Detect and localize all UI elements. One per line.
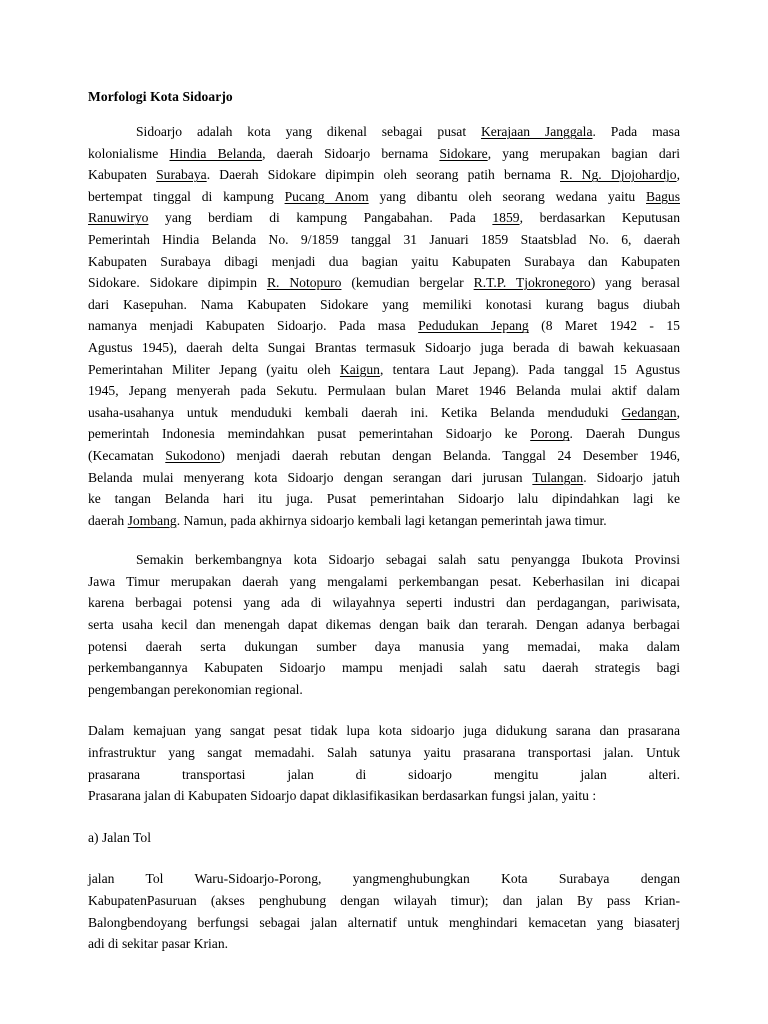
text-line: Agustus 1945), daerah delta Sungai Brantas termasuk Sidoarjo juga berada di bawah kekuasaan [88, 339, 680, 355]
text-line: Prasarana jalan di Kabupaten Sidoarjo dapat diklasifikasikan berdasarkan fungsi jalan, yaitu : [88, 788, 597, 804]
term-ranuwiryo: Ranuwiryo [88, 210, 149, 226]
text-line: usaha-usahanya untuk menduduki kembali daerah ini. Ketika Belanda menduduki Gedangan, [88, 404, 680, 420]
text-line: Kabupaten Surabaya. Daerah Sidokare dipimpin oleh seorang patih bernama R. Ng. Djojohardjo, [88, 167, 680, 183]
text-line: Pemerintah Hindia Belanda No. 9/1859 tanggal 31 Januari 1859 Staatsblad No. 6, daerah [88, 231, 680, 247]
text-line: Ranuwiryo yang berdiam di kampung Pangabahan. Pada 1859, berdasarkan Keputusan [88, 210, 680, 226]
paragraph-history [88, 121, 680, 531]
text-line: pengembangan perekonomian regional. [88, 681, 303, 697]
text-line: Belanda mulai menyerang kota Sidoarjo dengan serangan dari jurusan Tulangan. Sidoarjo jatuh [88, 469, 680, 485]
term-kaigun: Kaigun [339, 361, 380, 377]
paragraph-spacer [88, 807, 680, 827]
text-line: potensi daerah serta dukungan sumber daya manusia yang memadai, maka dalam [88, 638, 680, 654]
text-line: Sidoarjo adalah kota yang dikenal sebagai pusat Kerajaan Janggala. Pada masa [136, 124, 680, 139]
list-item-jalan-tol [88, 827, 680, 849]
text-line: 1945, Jepang menyerah pada Sekutu. Permulaan bulan Maret 1946 Belanda mulai aktif dalam [88, 383, 680, 399]
term-surabaya: Surabaya [156, 167, 207, 183]
term-tjokronegoro: R.T.P. Tjokronegoro [473, 275, 591, 291]
text-line: Balongbendoyang berfungsi sebagai jalan alternatif untuk menghindari kemacetan yang biasaterj [88, 914, 680, 930]
paragraph-spacer [88, 700, 680, 720]
term-bagus: Bagus [646, 188, 680, 204]
term-pucang-anom: Pucang Anom [284, 188, 369, 204]
term-djojohardjo: R. Ng. Djojohardjo [560, 167, 677, 183]
text-line: (Kecamatan Sukodono) menjadi daerah rebutan dengan Belanda. Tanggal 24 Desember 1946, [88, 447, 681, 463]
term-jombang: Jombang [127, 512, 177, 528]
text-line: Pemerintahan Militer Jepang (yaitu oleh Kaigun, tentara Laut Jepang). Pada tanggal 15 Agustus [88, 361, 680, 377]
text-line: ke tangan Belanda hari itu juga. Pusat pemerintahan Sidoarjo lalu dipindahkan lagi ke [88, 491, 680, 507]
text-line: prasarana transportasi jalan di sidoarjo mengitu jalan alteri. [88, 766, 680, 782]
text-line: Sidokare. Sidokare dipimpin R. Notopuro (kemudian bergelar R.T.P. Tjokronegoro) yang berasal [88, 275, 680, 291]
term-1859: 1859 [492, 210, 520, 226]
text-line: infrastruktur yang sangat memadahi. Salah satunya yaitu prasarana transportasi jalan. Untuk [88, 745, 680, 761]
paragraph-development [88, 549, 680, 700]
term-tulangan: Tulangan [532, 469, 584, 485]
text-line: Dalam kemajuan yang sangat pesat tidak lupa kota sidoarjo juga didukung sarana dan prasarana [88, 723, 680, 739]
text-line: kolonialisme Hindia Belanda, daerah Sidoarjo bernama Sidokare, yang merupakan bagian dari [88, 145, 680, 161]
term-gedangan: Gedangan [621, 404, 677, 420]
term-sidokare: Sidokare [439, 145, 488, 161]
text-line: bertempat tinggal di kampung Pucang Anom yang dibantu oleh seorang wedana yaitu Bagus [88, 188, 680, 204]
text-line: jalan Tol Waru-Sidoarjo-Porong, yangmenghubungkan Kota Surabaya dengan [88, 871, 680, 887]
paragraph-spacer [88, 531, 680, 549]
term-kerajaan-janggala: Kerajaan Janggala [480, 124, 593, 139]
paragraph-infrastructure [88, 720, 680, 806]
term-porong: Porong [530, 426, 570, 442]
text-line: daerah Jombang. Namun, pada akhirnya sidoarjo kembali lagi ketangan pemerintah jawa timur. [88, 512, 607, 528]
text-line: adi di sekitar pasar Krian. [88, 936, 229, 952]
text-line: dari Kasepuhan. Nama Kabupaten Sidokare yang memiliki konotasi kurang bagus diubah [88, 296, 680, 312]
text-line: KabupatenPasuruan (akses penghubung dengan wilayah timur); dan jalan By pass Krian- [88, 893, 680, 908]
text-line: perkembangannya Kabupaten Sidoarjo mampu menjadi salah satu daerah strategis bagi [88, 660, 680, 676]
text-line: Semakin berkembangnya kota Sidoarjo sebagai salah satu penyangga Ibukota Provinsi [136, 552, 680, 568]
text-line: pemerintah Indonesia memindahkan pusat pemerintahan Sidoarjo ke Porong. Daerah Dungus [88, 426, 681, 442]
paragraph-jalan-tol-detail [88, 868, 680, 954]
page-title: Morfologi Kota Sidoarjo [88, 89, 233, 104]
term-notopuro: R. Notopuro [266, 275, 342, 291]
term-pedudukan-jepang: Pedudukan Jepang [418, 318, 529, 334]
term-hindia-belanda: Hindia Belanda [169, 145, 263, 161]
text-line: Jawa Timur merupakan daerah yang mengalami perkembangan pesat. Keberhasilan ini dicapai [88, 573, 680, 589]
paragraph-spacer [88, 848, 680, 868]
text-line: namanya menjadi Kabupaten Sidoarjo. Pada masa Pedudukan Jepang (8 Maret 1942 - 15 [88, 318, 680, 334]
text-line: Kabupaten Surabaya dibagi menjadi dua bagian yaitu Kabupaten Surabaya dan Kabupaten [88, 253, 680, 269]
text-line: a) Jalan Tol [88, 829, 151, 845]
text-line: serta usaha kecil dan menengah dapat dikemas dengan baik dan terarah. Dengan adanya berbagai [88, 617, 680, 633]
text-line: karena berbagai potensi yang ada di wilayahnya seperti industri dan perdagangan, pariwisata, [88, 595, 680, 611]
term-sukodono: Sukodono [165, 447, 221, 463]
